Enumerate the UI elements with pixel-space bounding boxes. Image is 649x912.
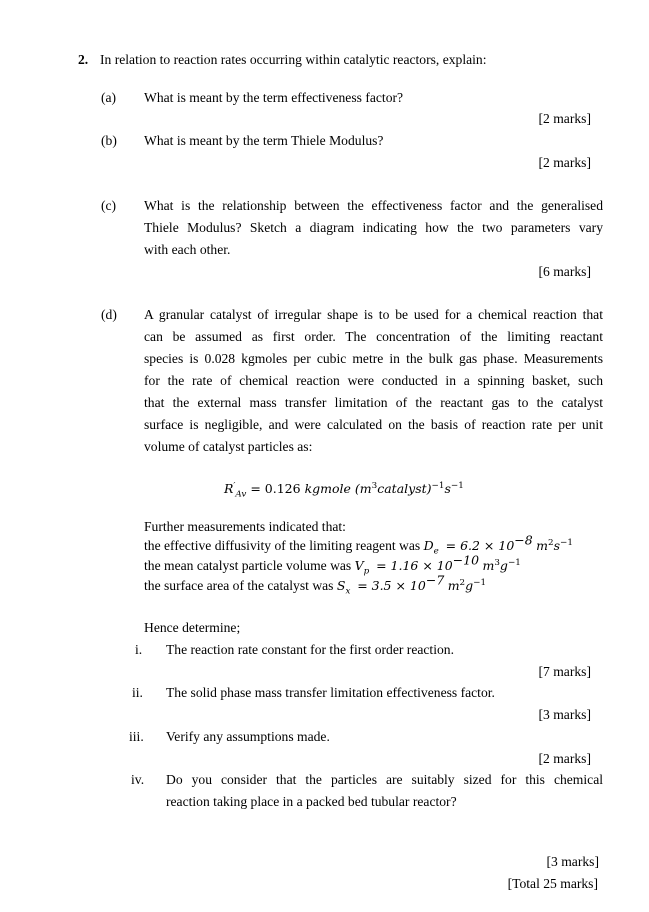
- measurement-sub: e: [433, 546, 439, 557]
- subpart-ii-label: ii.: [132, 685, 143, 700]
- measurement-exp: −7: [425, 572, 445, 588]
- measurement-exp: −8: [514, 532, 533, 548]
- question-number: 2.: [78, 52, 89, 67]
- part-d-line: volume of catalyst particles as:: [144, 439, 313, 454]
- measurement-text: the surface area of the catalyst was: [144, 578, 334, 593]
- part-c-marks: [6 marks]: [538, 264, 591, 279]
- rate-unit-exp1: −1: [431, 480, 445, 491]
- part-c-line: What is the relationship between the effectiveness factor and the generalised: [144, 198, 603, 213]
- measurement-value: = 3.5 × 10: [357, 578, 426, 593]
- rate-equals: =: [250, 481, 261, 496]
- part-b-marks: [2 marks]: [538, 155, 591, 170]
- rate-symbol: R: [224, 481, 234, 496]
- measurement-value: = 6.2 × 10: [445, 538, 515, 553]
- rate-subscript: Av: [235, 489, 247, 500]
- subpart-ii-marks: [3 marks]: [538, 707, 591, 722]
- subpart-iii-text: Verify any assumptions made.: [166, 729, 330, 744]
- measurement-text: the mean catalyst particle volume was: [144, 558, 352, 573]
- measurement-exp: −10: [452, 552, 480, 568]
- subpart-iv-marks: [3 marks]: [546, 854, 599, 869]
- measurement-unit: m: [482, 558, 495, 573]
- measurement-unit2: s: [553, 538, 560, 553]
- measurement-unit2: g: [499, 558, 508, 573]
- subpart-i-text: The reaction rate constant for the first order reaction.: [166, 642, 454, 657]
- part-c-line: Thiele Modulus? Sketch a diagram indicating how the two parameters vary: [144, 220, 603, 235]
- part-d-line: species is 0.028 kgmoles per cubic metre in the bulk gas phase. Measurements: [144, 351, 603, 366]
- measurement-unit: m: [536, 538, 548, 553]
- total-marks: [Total 25 marks]: [507, 876, 598, 891]
- part-d-line: that the external mass transfer limitation of the reactant gas to the catalyst: [144, 395, 603, 410]
- subpart-i-marks: [7 marks]: [538, 664, 591, 679]
- measurement-diffusivity: [144, 532, 573, 557]
- rate-unit-sup: 3: [371, 480, 378, 491]
- measurement-unit-sup1: 2: [459, 577, 466, 588]
- subpart-ii-text: The solid phase mass transfer limitation effectiveness factor.: [166, 685, 495, 700]
- part-c-line: with each other.: [144, 242, 231, 257]
- rate-equation: [224, 480, 464, 500]
- subpart-iv-label: iv.: [131, 772, 145, 787]
- measurement-unit2: g: [465, 578, 474, 593]
- part-c-label: (c): [101, 198, 117, 213]
- measurement-unit-sup2: −1: [559, 537, 573, 548]
- rate-unit-main: kgmole (m: [304, 481, 372, 496]
- measurement-symbol: S: [336, 578, 346, 593]
- part-d-line: A granular catalyst of irregular shape is to be used for a chemical reaction that: [144, 307, 603, 322]
- measurement-unit-sup2: −1: [473, 577, 487, 588]
- measurement-volume: [144, 552, 521, 577]
- measurement-symbol: V: [354, 558, 364, 573]
- measurement-symbol: D: [423, 538, 434, 553]
- subpart-iv-line: reaction taking place in a packed bed tubular reactor?: [166, 794, 457, 809]
- hence-determine: Hence determine;: [144, 620, 241, 635]
- part-a-marks: [2 marks]: [538, 111, 591, 126]
- measurement-value: = 1.16 × 10: [376, 558, 453, 573]
- measurement-sub: x: [345, 586, 351, 597]
- measurement-text: the effective diffusivity of the limiting reagent was: [144, 538, 421, 553]
- part-a-label: (a): [101, 90, 117, 105]
- part-a-text: What is meant by the term effectiveness factor?: [144, 90, 404, 105]
- measurement-unit: m: [447, 578, 460, 593]
- measurement-sub: p: [363, 566, 370, 577]
- part-d-line: surface is negligible, and were calculated on the basis of reaction rate per unit: [144, 417, 603, 432]
- part-d-label: (d): [101, 307, 117, 322]
- subpart-iv-line: Do you consider that the particles are suitably sized for this chemical: [166, 772, 603, 787]
- measurement-unit-sup1: 2: [547, 537, 554, 548]
- rate-prime: ′: [233, 480, 236, 491]
- measurement-surface-area: [144, 572, 487, 597]
- part-d-line: for the rate of chemical reaction were conducted in a spinning basket, such: [144, 373, 603, 388]
- measurement-unit-sup1: 3: [494, 557, 500, 568]
- rate-unit-catalyst: catalyst): [377, 481, 432, 496]
- part-b-text: What is meant by the term Thiele Modulus?: [144, 133, 384, 148]
- rate-value: 0.126: [264, 481, 301, 496]
- further-intro: Further measurements indicated that:: [144, 519, 346, 534]
- measurement-unit-sup2: −1: [507, 557, 521, 568]
- rate-unit-exp2: −1: [450, 480, 464, 491]
- part-d-line: can be assumed as first order. The concentration of the limiting reactant: [144, 329, 603, 344]
- part-b-label: (b): [101, 133, 117, 148]
- subpart-i-label: i.: [135, 642, 143, 657]
- rate-unit-s: s: [444, 481, 451, 496]
- question-intro: In relation to reaction rates occurring within catalytic reactors, explain:: [100, 52, 487, 67]
- subpart-iii-marks: [2 marks]: [538, 751, 591, 766]
- subpart-iii-label: iii.: [129, 729, 144, 744]
